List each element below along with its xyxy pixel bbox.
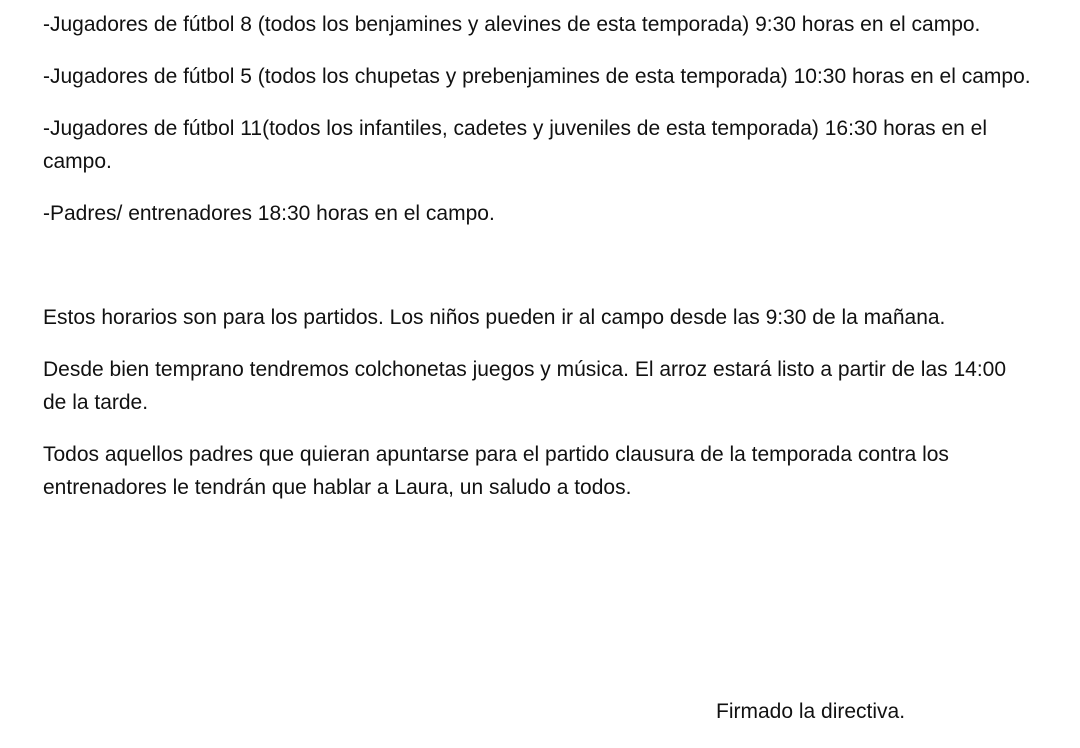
schedule-item-padres-entrenadores: -Padres/ entrenadores 18:30 horas en el campo. (43, 202, 495, 225)
note-horarios: Estos horarios son para los partidos. Los niños pueden ir al campo desde las 9:30 de la mañana. (43, 306, 946, 329)
schedule-item-futbol-5: -Jugadores de fútbol 5 (todos los chupetas y prebenjamines de esta temporada) 10:30 horas en el campo. (43, 65, 1031, 88)
section-spacer (43, 249, 1033, 301)
schedule-item-futbol-8: -Jugadores de fútbol 8 (todos los benjamines y alevines de esta temporada) 9:30 horas en el campo. (43, 13, 981, 36)
document-body (43, 8, 1033, 523)
signature-line: Firmado la directiva. (716, 700, 906, 723)
note-actividades: Desde bien temprano tendremos colchonetas juegos y música. El arroz estará listo a partir de las 14:00 de la tarde. (43, 358, 1007, 414)
schedule-item-futbol-11: -Jugadores de fútbol 11(todos los infantiles, cadetes y juveniles de esta temporada) 16:30 horas en el campo. (43, 117, 988, 173)
note-partido-clausura: Todos aquellos padres que quieran apuntarse para el partido clausura de la temporada contra los entrenadores le tendrán que hablar a Laura, un saludo a todos. (43, 443, 949, 499)
